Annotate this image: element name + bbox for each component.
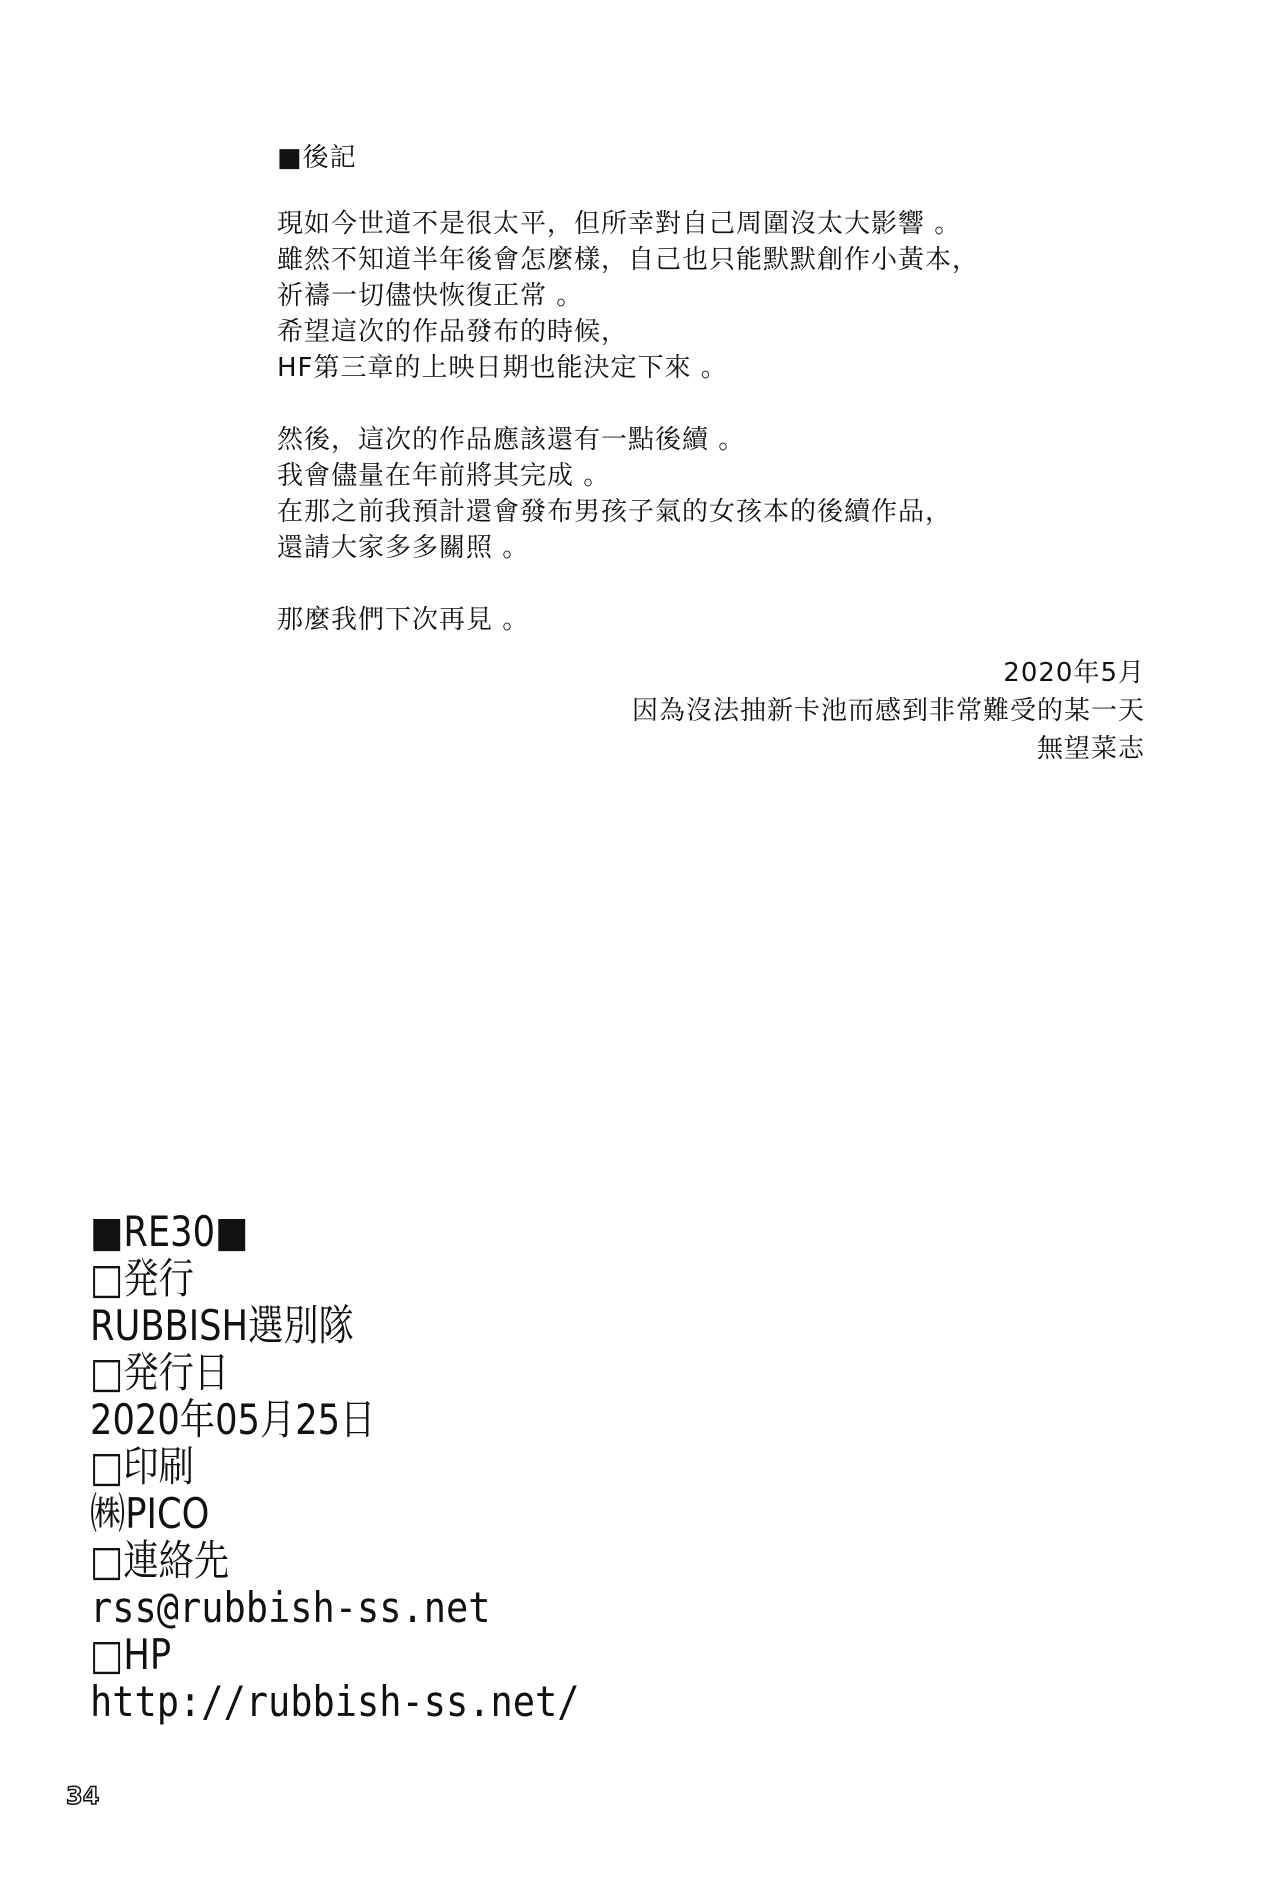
publisher-name: RUBBISH選別隊 [90, 1301, 354, 1350]
afterword-paragraph [277, 422, 1157, 566]
signature-author: 無望菜志 [1036, 734, 1145, 764]
afterword-line: 那麼我們下次再見 。 [277, 605, 530, 635]
afterword-line: HF第三章的上映日期也能決定下來 。 [277, 353, 728, 383]
afterword-line: 祈禱一切儘快恢復正常 。 [277, 281, 584, 311]
publish-date: 2020年05月25日 [90, 1395, 376, 1444]
homepage-url: http://rubbish-ss.net/ [90, 1677, 580, 1726]
afterword-line: 現如今世道不是很太平，但所幸對自己周圍沒太大影響 。 [277, 209, 962, 239]
homepage-label: □HP [90, 1630, 172, 1679]
colophon [90, 1208, 990, 1725]
publisher-label: □発行 [90, 1254, 194, 1303]
afterword-line: 還請大家多多關照 。 [277, 533, 530, 563]
colophon-title: ■RE30■ [90, 1207, 249, 1256]
afterword-line: 雖然不知道半年後會怎麼樣，自己也只能默默創作小黃本， [277, 245, 980, 275]
afterword-heading: ■後記 [277, 143, 357, 173]
signature-note: 因為沒法抽新卡池而感到非常難受的某一天 [631, 696, 1145, 726]
afterword-paragraph [277, 602, 1157, 638]
publish-date-label: □発行日 [90, 1348, 230, 1397]
afterword-line: 希望這次的作品發布的時候， [277, 317, 629, 347]
printer-label: □印刷 [90, 1442, 194, 1491]
afterword-signature [632, 654, 1145, 768]
signature-date: 2020年5月 [1003, 658, 1145, 688]
page-number: 34 [66, 1782, 100, 1810]
contact-email: rss@rubbish-ss.net [90, 1583, 491, 1632]
afterword-section [277, 140, 1157, 674]
printer-name: ㈱PICO [90, 1489, 210, 1538]
afterword-line: 然後，這次的作品應該還有一點後續 。 [277, 425, 746, 455]
afterword-line: 在那之前我預計還會發布男孩子氣的女孩本的後續作品， [277, 497, 953, 527]
contact-label: □連絡先 [90, 1536, 230, 1585]
afterword-line: 我會儘量在年前將其完成 。 [277, 461, 611, 491]
afterword-paragraph [277, 206, 1157, 386]
